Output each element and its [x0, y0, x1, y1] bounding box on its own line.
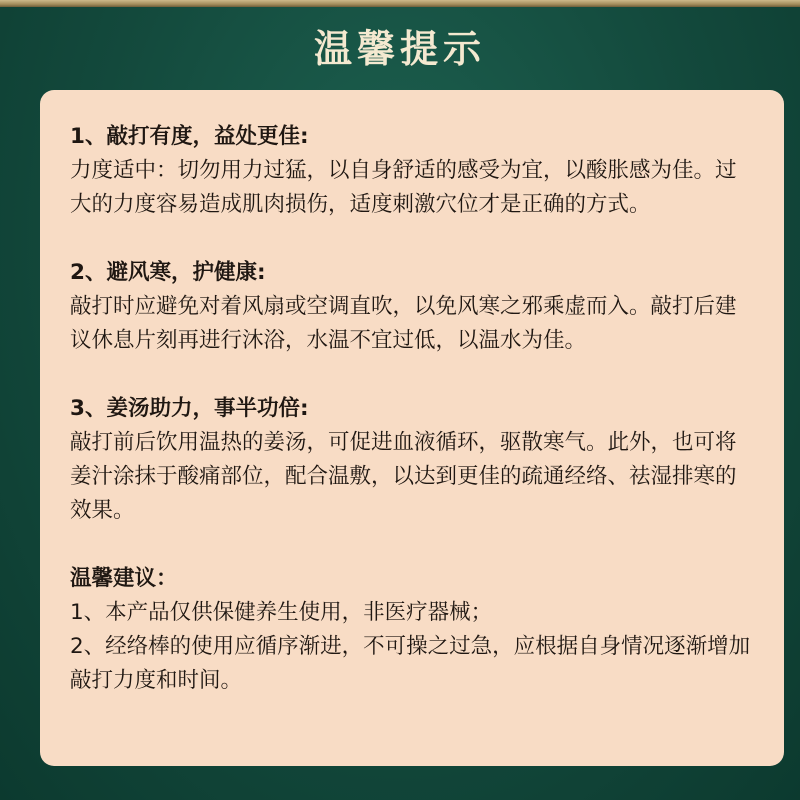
section-body: 力度适中：切勿用力过猛，以自身舒适的感受为宜，以酸胀感为佳。过大的力度容易造成肌肉损伤，适度刺激穴位才是正确的方式。 [70, 158, 737, 217]
section-moderate-tapping [70, 120, 756, 222]
tips-item: 2、经络棒的使用应循序渐进，不可操之过急，应根据自身情况逐渐增加敲打力度和时间。 [70, 634, 751, 693]
section-title: 1、敲打有度，益处更佳: [70, 124, 309, 149]
section-ginger-soup [70, 392, 756, 528]
section-warm-advice [70, 562, 756, 698]
page-title: 温馨提示 [313, 27, 486, 71]
section-title: 2、避风寒，护健康: [70, 260, 266, 285]
tips-item: 1、本产品仅供保健养生使用，非医疗器械； [70, 600, 493, 625]
section-avoid-wind-cold [70, 256, 756, 358]
section-body: 敲打前后饮用温热的姜汤，可促进血液循环，驱散寒气。此外，也可将姜汁涂抹于酸痛部位，配合温敷，以达到更佳的疏通经络、祛湿排寒的效果。 [70, 430, 737, 523]
top-gold-border [0, 0, 800, 7]
notice-card [40, 90, 784, 766]
section-body: 敲打时应避免对着风扇或空调直吹，以免风寒之邪乘虚而入。敲打后建议休息片刻再进行沐浴，水温不宜过低，以温水为佳。 [70, 294, 737, 353]
tips-title: 温馨建议： [70, 566, 178, 591]
section-title: 3、姜汤助力，事半功倍: [70, 396, 309, 421]
